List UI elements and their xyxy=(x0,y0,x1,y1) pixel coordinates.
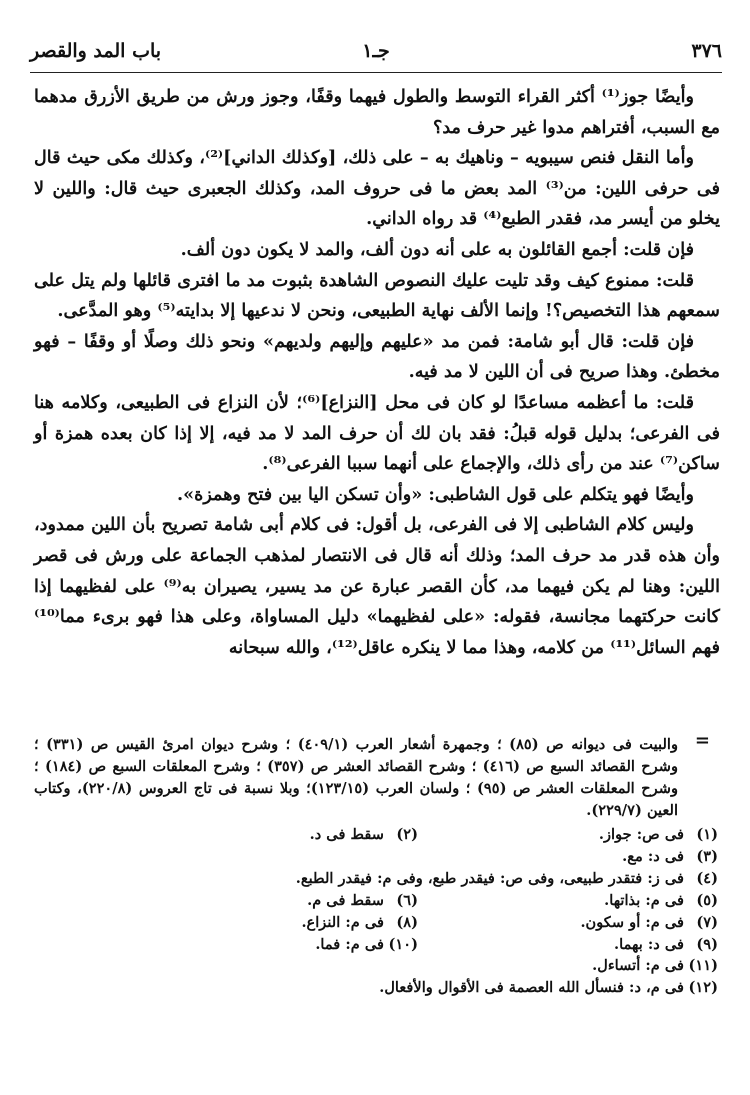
footnote-row xyxy=(34,955,718,977)
main-text xyxy=(34,82,720,663)
footnote-continuation xyxy=(34,730,720,822)
footnote-number: (٤) xyxy=(696,869,718,887)
footnote-text: سقط فى د. xyxy=(309,826,384,843)
footnote-item xyxy=(418,824,718,846)
footnote-number: (١٢) xyxy=(688,979,718,997)
footnote-number: (٩) xyxy=(696,935,718,953)
volume-label: جـ١ xyxy=(362,40,390,62)
footnote-item xyxy=(118,824,418,846)
page-number: ٣٧٦ xyxy=(691,40,722,62)
footnotes xyxy=(34,730,720,999)
footnote-text: فى د: مع. xyxy=(622,847,684,865)
footnote-item xyxy=(418,912,718,934)
footnote-row xyxy=(34,824,718,846)
footnote-list xyxy=(34,824,720,999)
footnote-item xyxy=(295,868,718,890)
footnote-text: فى م: بذاتها. xyxy=(604,891,684,909)
footnote-item xyxy=(118,890,418,912)
footnote-text: سقط فى م. xyxy=(307,891,384,909)
paragraph: وأما النقل فنص سيبويه – وناهيك به – على ذلك، [وكذلك الداني]⁽²⁾، وكذلك مكى حيث قال فى حرفى اللين: من⁽³⁾ المد بعض ما فى حروف المد، وكذلك الجعبرى حيث قال: واللين لا يخلو من أيسر مد، فقدر الطبع⁽⁴⁾ قد رواه الداني. xyxy=(34,147,720,230)
footnote-row xyxy=(34,912,718,934)
footnote-row xyxy=(34,846,718,868)
footnote-text: فى د: بهما. xyxy=(614,935,684,953)
footnote-item xyxy=(118,934,418,956)
footnote-item xyxy=(418,846,718,868)
footnote-row xyxy=(34,890,718,912)
footnote-item xyxy=(418,934,718,956)
paragraph: وليس كلام الشاطبى إلا فى الفرعى، بل أقول: فى كلام أبى شامة تصريح بأن اللين ممدود، وأن هذه قدر مد حرف المد؛ وذلك أنه قال فى الانتصار لمذهب الجماعة على ورش فى قصر اللين: وهنا لم يكن فيهما مد، كأن القصر عبارة عن مد يسير، يصيران به⁽⁹⁾ على لفظيهما إذا كانت حركتهما مجانسة، فقوله: «على لفظيهما» دليل المساواة، وعلى هذا فهو برىء مما⁽¹⁰⁾ فهم السائل⁽¹¹⁾ من كلامه، وهذا مما لا ينكره عاقل⁽¹²⁾، والله سبحانه xyxy=(34,514,721,658)
footnote-number: (٥) xyxy=(696,891,718,909)
footnote-item xyxy=(418,955,718,977)
footnote-text: فى م: أو سكون. xyxy=(580,913,684,931)
footnote-number: (١) xyxy=(696,826,718,843)
footnote-number: (٣) xyxy=(696,847,718,865)
footnote-text: فى م، د: فنسأل الله العصمة فى الأقوال والأفعال. xyxy=(379,979,684,997)
paragraph: وأيضًا جوز⁽¹⁾ أكثر القراء التوسط والطول فيهما وقفًا، وجوز ورش من طريق الأزرق مدهما مع السبب، أفتراهم مدوا غير حرف مد؟ xyxy=(34,86,720,138)
footnote-number: (٧) xyxy=(696,913,718,931)
footnote-row xyxy=(34,977,718,999)
footnote-item xyxy=(379,977,718,999)
footnote-text: فى ز: فتقدر طبيعى، وفى ص: فيقدر طبع، وفى م: فيقدر الطبع. xyxy=(295,869,684,887)
footnote-number: (٢) xyxy=(396,826,418,843)
footnote-item xyxy=(418,890,718,912)
paragraph: فإن قلت: قال أبو شامة: فمن مد «عليهم وإليهم ولديهم» ونحو ذلك وصلًا أو وقفًا – فهو مخطئ. وهذا صريح فى أن اللين لا مد فيه. xyxy=(34,330,720,383)
footnote-row xyxy=(34,934,718,956)
footnote-row xyxy=(34,868,718,890)
paragraph: قلت: ممنوع كيف وقد تليت عليك النصوص الشاهدة بثبوت مد ما افترى قائلها ولم يتل على سمعهم هذا التخصيص؟! وإنما الألف نهاية الطبيعى، ونحن لا ندعيها إلا بدايته⁽⁵⁾ وهو المدَّعى. xyxy=(34,269,720,322)
footnote-text: فى م: فما. xyxy=(315,935,384,953)
paragraph: فإن قلت: أجمع القائلون به على أنه دون ألف، والمد لا يكون دون ألف. xyxy=(180,238,694,260)
footnote-item xyxy=(118,912,418,934)
footnote-text: فى م: أتساءل. xyxy=(592,957,684,975)
running-header xyxy=(30,38,722,73)
footnote-text: فى ص: جواز. xyxy=(598,826,684,843)
chapter-title: باب المد والقصر xyxy=(30,40,162,62)
paragraph: وأيضًا فهو يتكلم على قول الشاطبى: «وأن تسكن اليا بين فتح وهمزة». xyxy=(177,483,694,505)
footnote-number: (١٠) xyxy=(388,935,418,953)
footnote-number: (٦) xyxy=(396,891,418,909)
footnote-continuation-text: والبيت فى ديوانه ص (٨٥) ؛ وجمهرة أشعار العرب (٤٠٩/١) ؛ وشرح ديوان امرئ القيس ص (٣٣١) ؛ وشرح القصائد السبع ص (٤١٦) ؛ وشرح القصائد العشر ص (٣٥٧) ؛ وشرح المعلقات السبع ص (١٨٤) ؛ وشرح المعلقات العشر ص (٩٥) ؛ ولسان العرب (١٢٣/١٥)؛ وبلا نسبة فى تاج العروس (٢٢٠/٨)، وكتاب العين (٢٢٩/٧). xyxy=(34,736,678,819)
continuation-marker: = xyxy=(694,730,710,751)
footnote-text: فى م: النزاع. xyxy=(301,913,384,931)
footnote-number: (٨) xyxy=(396,913,418,931)
footnote-number: (١١) xyxy=(688,957,718,975)
paragraph: قلت: ما أعظمه مساعدًا لو كان فى محل [النزاع]⁽⁶⁾؛ لأن النزاع فى الطبيعى، وكلامه هنا فى الفرعى؛ بدليل قوله قبلُ: فقد بان لك أن حرف المد لا مد فيه، إلا إذا كان بعده همزة أو ساكن⁽⁷⁾ عند من رأى ذلك، والإجماع على أنهما سببا الفرعى⁽⁸⁾. xyxy=(34,391,720,475)
